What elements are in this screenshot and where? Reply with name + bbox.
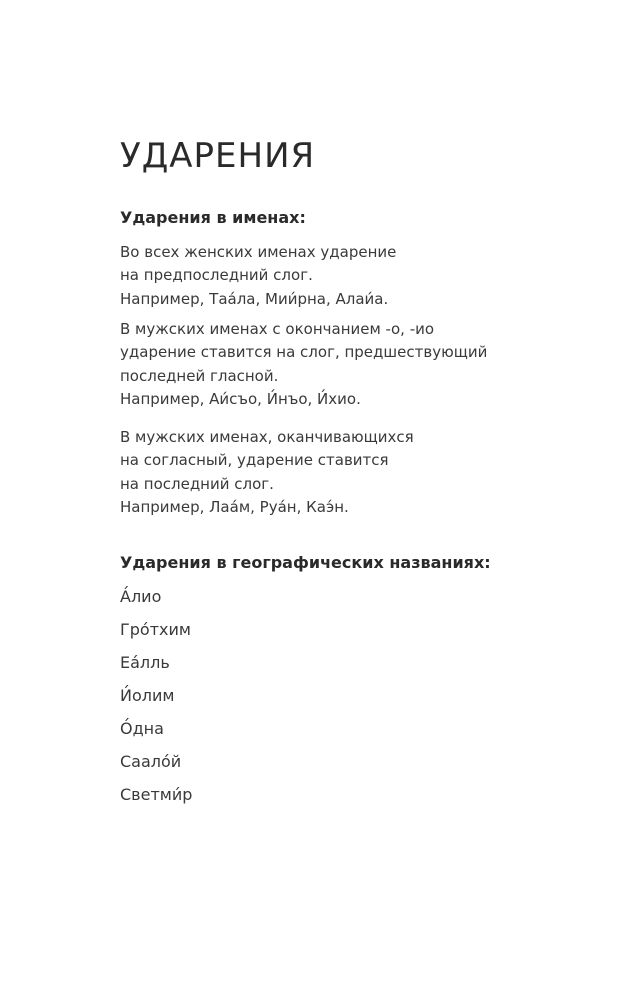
paragraph-line: на согласный, ударение ставится xyxy=(120,451,389,470)
place-name: И́олим xyxy=(120,686,175,705)
place-name: А́лио xyxy=(120,587,162,606)
paragraph-line: В мужских именах с окончанием -о, -ио xyxy=(120,320,435,338)
paragraph-line: на предпоследний слог. xyxy=(120,266,313,285)
paragraph-line: Во всех женских именах ударение xyxy=(120,243,397,261)
paragraph-line: на последний слог. xyxy=(120,474,274,493)
place-name: Гро́тхим xyxy=(120,620,191,639)
paragraph-line: ударение ставится на слог, предшествующий xyxy=(120,343,488,362)
names-paragraph-male-vowel xyxy=(120,318,487,411)
paragraph-line: последней гласной. xyxy=(120,366,279,385)
page-title: УДАРЕНИЯ xyxy=(120,136,316,176)
paragraph-line: В мужских именах, оканчивающихся xyxy=(120,428,414,446)
place-name: Светми́р xyxy=(120,785,193,804)
place-name: Саало́й xyxy=(120,752,182,771)
geo-section-heading: Ударения в географических названиях: xyxy=(120,553,491,572)
paragraph-line: Например, Таа́ла, Мии́рна, Алаи́а. xyxy=(120,289,389,308)
names-section-heading: Ударения в именах: xyxy=(120,208,306,227)
place-name: Еа́лль xyxy=(120,653,170,672)
paragraph-line: Например, Аи́съо, И́нъо, И́хио. xyxy=(120,389,361,408)
names-paragraph-male-consonant xyxy=(120,426,414,519)
paragraph-line: Например, Лаа́м, Руа́н, Каэ́н. xyxy=(120,497,349,516)
names-paragraph-female xyxy=(120,241,396,311)
place-name: О́дна xyxy=(120,719,164,738)
